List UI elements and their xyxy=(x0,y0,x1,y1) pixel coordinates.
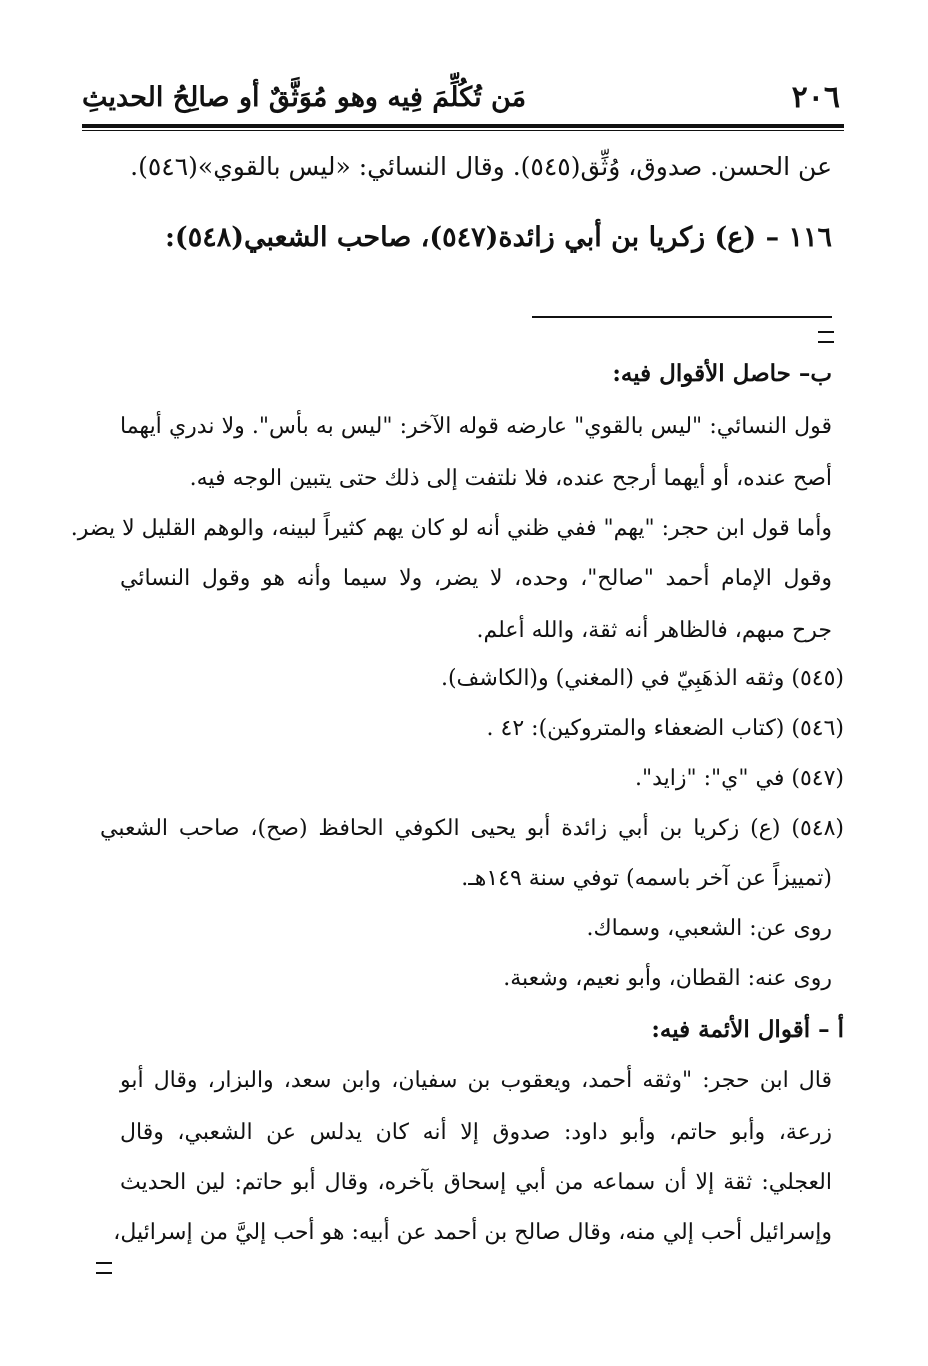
entry-heading: ١١٦ – (ع) زكريا بن أبي زائدة(٥٤٧)، صاحب الشعبي(٥٤٨): xyxy=(164,222,832,253)
footnote-548-continued: (تمييزاً عن آخر باسمه) توفي سنة ١٤٩هـ. xyxy=(461,866,832,891)
quote-line: قال ابن حجر: "وثقه أحمد، ويعقوب بن سفيان، وابن سعد، والبزار، وقال أبو xyxy=(120,1068,832,1093)
continuation-mark xyxy=(96,1262,112,1274)
note-line: وقول الإمام أحمد "صالح"، وحده، لا يضر، ولا سيما وأنه هو وقول النسائي xyxy=(120,566,832,591)
note-line: أصح عنده، أو أيهما أرجح عنده، فلا نلتفت إلى ذلك حتى يتبين الوجه فيه. xyxy=(189,466,832,491)
note-line: وأما قول ابن حجر: "يهم" ففي ظني أنه لو كان يهم كثيراً لبينه، والوهم القليل لا يضر. xyxy=(70,516,832,541)
header-rule-thin xyxy=(82,130,844,131)
section-heading: ب– حاصل الأقوال فيه: xyxy=(612,360,832,387)
note-line: جرح مبهم، فالظاهر أنه ثقة، والله أعلم. xyxy=(476,618,832,643)
running-title: مَن تُكُلِّمَ فِيه وهو مُوَثَّقٌ أو صالِحُ الحديثِ xyxy=(82,82,527,113)
footnote-547: (٥٤٧) في "ي": "زايد". xyxy=(635,766,844,791)
main-text-line: عن الحسن. صدوق، وُثِّق(٥٤٥). وقال النسائي: «ليس بالقوي»(٥٤٦). xyxy=(130,152,832,181)
page-header xyxy=(82,74,842,126)
header-rule xyxy=(82,124,844,128)
footnote-546: (٥٤٦) (كتاب الضعفاء والمتروكين): ٤٢ . xyxy=(486,716,844,741)
continuation-mark xyxy=(818,331,834,343)
narrated-by: روى عنه: القطان، وأبو نعيم، وشعبة. xyxy=(503,966,832,991)
quote-line: العجلي: ثقة إلا أن سماعه من أبي إسحاق بآخره، وقال أبو حاتم: لين الحديث xyxy=(120,1170,832,1195)
page-number: ٢٠٦ xyxy=(791,80,840,115)
footnote-548: (٥٤٨) (ع) زكريا بن أبي زائدة أبو يحيى الكوفي الحافظ (صح)، صاحب الشعبي xyxy=(100,816,844,841)
quote-line: وإسرائيل أحب إلي منه، وقال صالح بن أحمد عن أبيه: هو أحب إليَّ من إسرائيل، xyxy=(113,1220,832,1245)
footnote-separator xyxy=(532,316,832,318)
quote-line: زرعة، وأبو حاتم، وأبو داود: صدوق إلا أنه كان يدلس عن الشعبي، وقال xyxy=(120,1120,832,1145)
narrated-from: روى عن: الشعبي، وسماك. xyxy=(586,916,832,941)
note-line: قول النسائي: "ليس بالقوي" عارضه قوله الآخر: "ليس به بأس". ولا ندري أيهما xyxy=(120,414,832,439)
section-heading: أ – أقوال الأئمة فيه: xyxy=(651,1016,844,1043)
footnote-545: (٥٤٥) وثقه الذهَبِيّ في (المغني) و(الكاشف). xyxy=(440,666,844,691)
